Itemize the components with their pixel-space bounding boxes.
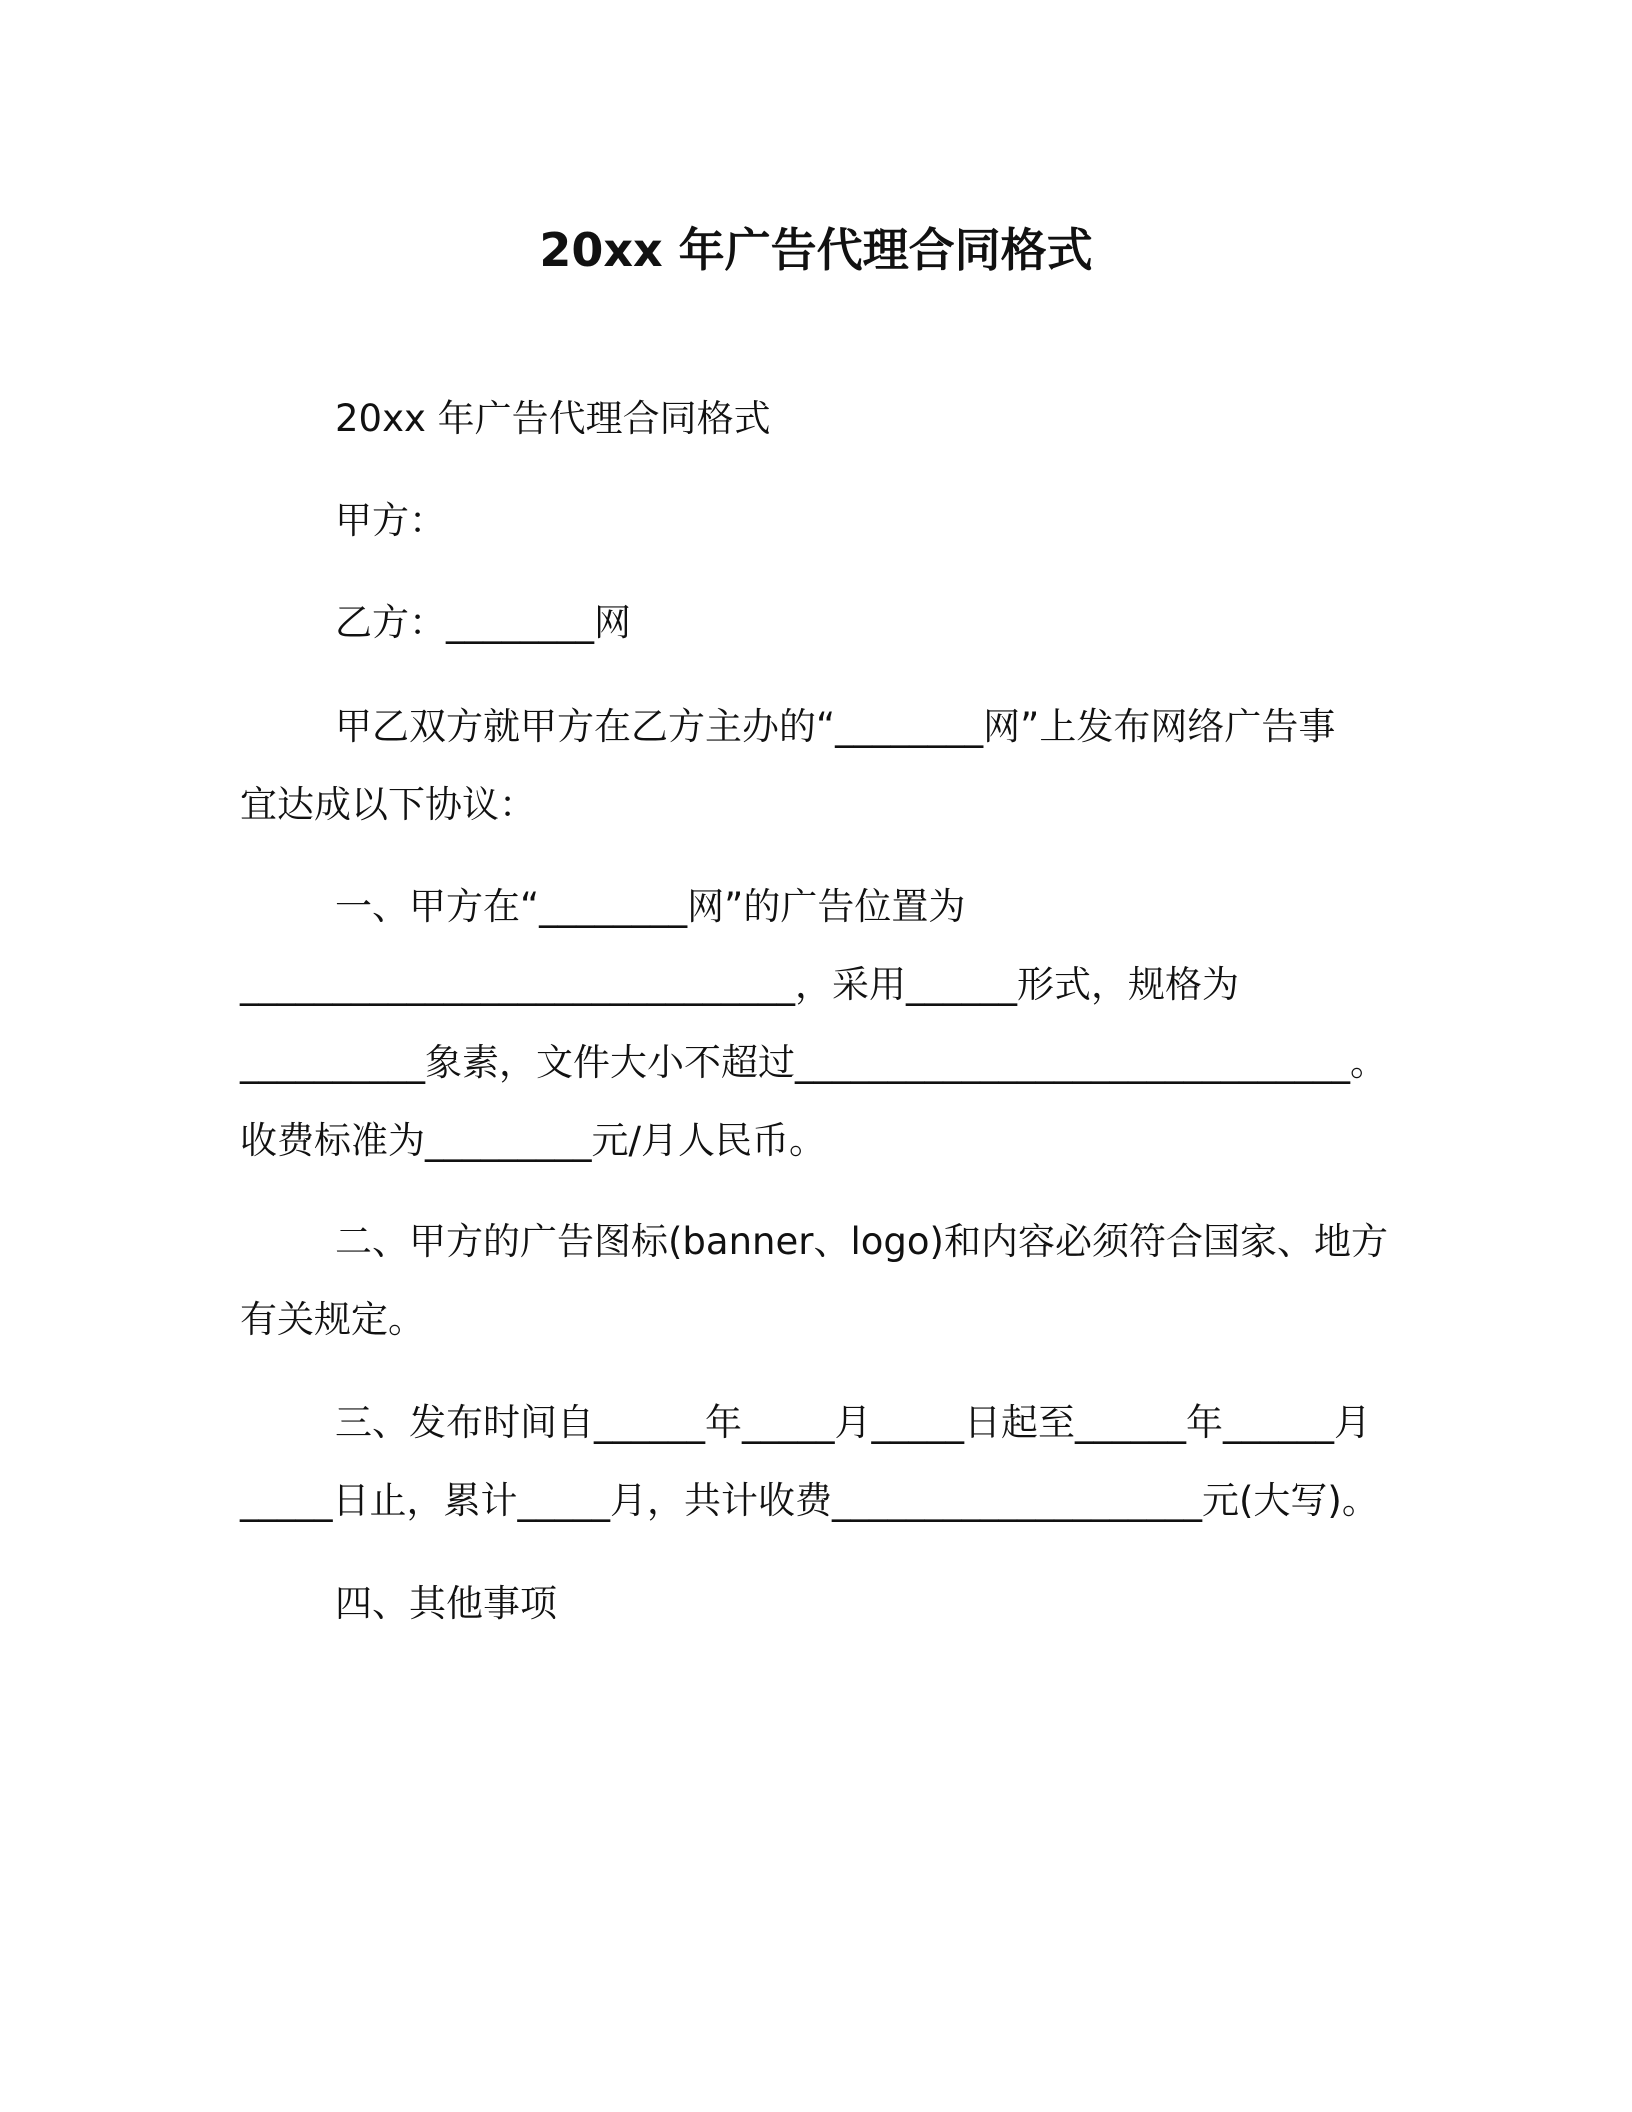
- clause-2-line-2: 有关规定。: [240, 1298, 425, 1341]
- clause-4-paragraph: [240, 1565, 1380, 1643]
- clause-1-line-4: 收费标准为_________元/月人民币。: [240, 1119, 826, 1162]
- intro-line-2: 宜达成以下协议：: [240, 783, 536, 826]
- clause-4-line-1: 四、其他事项: [335, 1582, 557, 1625]
- clause-2-paragraph: [240, 1203, 1388, 1359]
- clause-2-line-1: 二、甲方的广告图标(banner、logo)和内容必须符合国家、地方: [335, 1220, 1388, 1263]
- clause-3-line-1: 三、发布时间自______年_____月_____日起至______年______月: [335, 1401, 1371, 1444]
- party-b-line: 乙方：________网: [335, 601, 631, 644]
- intro-line-1: 甲乙双方就甲方在乙方主办的“________网”上发布网络广告事: [335, 705, 1336, 748]
- clause-1-line-3: __________象素，文件大小不超过______________________________。: [240, 1041, 1387, 1084]
- clause-3-line-2: _____日止，累计_____月，共计收费____________________元(大写)。: [240, 1479, 1379, 1522]
- document-title: 20xx 年广告代理合同格式: [539, 223, 1093, 277]
- clause-3-paragraph: [240, 1384, 1380, 1540]
- clause-1-paragraph: [240, 868, 1387, 1180]
- party-a-line: 甲方：: [335, 499, 446, 542]
- intro-paragraph: [240, 688, 1380, 844]
- document-subtitle: 20xx 年广告代理合同格式: [335, 397, 771, 440]
- clause-1-line-1: 一、甲方在“________网”的广告位置为: [335, 885, 966, 928]
- clause-1-line-2: ______________________________，采用______形式，规格为: [240, 963, 1239, 1006]
